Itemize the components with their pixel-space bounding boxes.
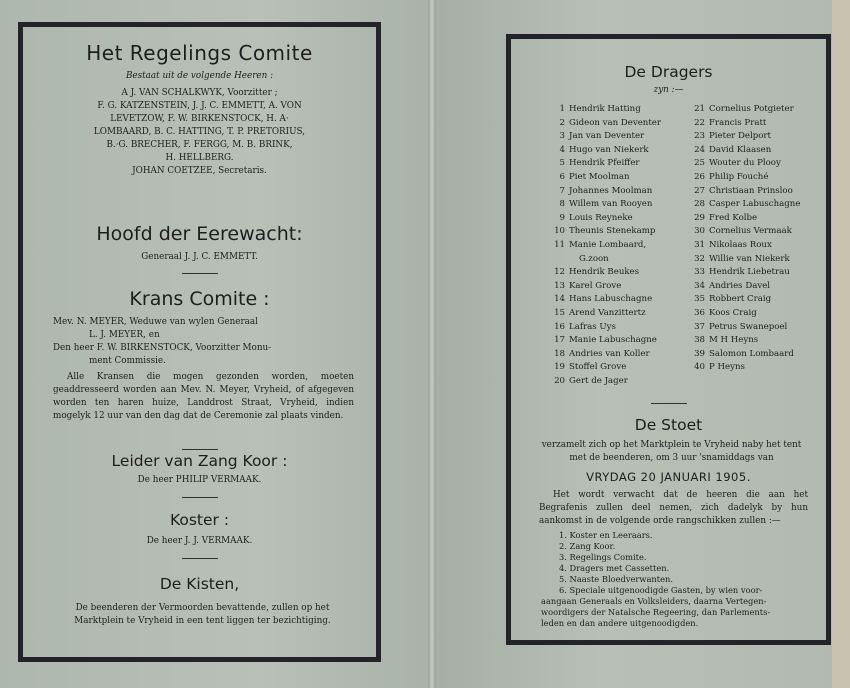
bearer-row xyxy=(689,103,794,116)
bearer-name: Wouter du Plooy xyxy=(709,158,781,169)
bearer-name: Francis Pratt xyxy=(709,117,767,128)
divider xyxy=(511,399,826,408)
bearer-row xyxy=(689,171,768,184)
bearer-number: 32 xyxy=(694,253,705,264)
bearer-name: M H Heyns xyxy=(709,335,759,346)
bearer-number: 19 xyxy=(554,362,565,373)
koster-title: Koster : xyxy=(169,511,230,529)
list-item: woordigers der Natalsche Regeering, dan Parlements- xyxy=(541,607,771,617)
bearer-row xyxy=(689,253,790,266)
comite-line: B.·G. BRECHER, F. FERGG, M. B. BRINK, xyxy=(106,140,293,150)
krans-line: Den heer F. W. BIRKENSTOCK, Voorzitter Monu- xyxy=(53,343,272,353)
bearer-name: Cornelius Vermaak xyxy=(709,226,792,237)
bearer-row xyxy=(549,266,639,279)
bearer-number: 36 xyxy=(694,308,705,318)
bearer-name: Karel Grove xyxy=(569,280,622,291)
bearer-row xyxy=(549,321,616,334)
bearer-name: David Klaasen xyxy=(709,144,772,155)
bearer-row xyxy=(689,361,745,374)
bearer-number: 17 xyxy=(554,335,565,346)
kisten-text: De beenderen der Vermoorden bevattende, zullen op het Marktplein te Vryheid in een tent liggen ter bezichtiging. xyxy=(74,603,331,626)
koor-text: De heer PHILIP VERMAAK. xyxy=(137,475,262,485)
divider xyxy=(23,554,376,563)
bearer-row xyxy=(689,239,772,252)
bearer-number: 2 xyxy=(559,117,565,128)
bearer-number: 6 xyxy=(559,172,565,182)
bearer-row xyxy=(549,253,609,266)
comite-line: LEVETZOW, F. W. BIRKENSTOCK, H. A· xyxy=(110,114,289,124)
bearer-row xyxy=(549,239,646,252)
bearer-number: 5 xyxy=(559,158,565,169)
bearer-number: 23 xyxy=(694,131,705,142)
bearer-name: Hendrik Beukes xyxy=(569,267,640,278)
bearer-name: Gert de Jager xyxy=(569,376,628,386)
bearer-name: Louis Reyneke xyxy=(569,212,633,223)
bearer-row xyxy=(689,212,757,225)
bearer-number: 14 xyxy=(554,294,565,305)
bearer-name: Salomon Lombaard xyxy=(709,348,794,359)
bearer-row xyxy=(549,280,621,293)
dragers-title: De Dragers xyxy=(624,63,713,81)
bearer-row xyxy=(549,171,630,184)
krans-line: L. J. MEYER, en xyxy=(89,330,160,340)
bearer-row xyxy=(549,348,650,361)
bearer-row xyxy=(549,361,626,374)
divider xyxy=(23,493,376,502)
comite-members xyxy=(23,87,376,178)
bearer-name: Stoffel Grove xyxy=(569,362,627,373)
list-item: 5. Naaste Bloedverwanten. xyxy=(559,574,673,584)
bearer-row xyxy=(549,225,655,238)
bearer-number: 11 xyxy=(554,240,565,250)
bearer-number: 25 xyxy=(694,158,705,169)
bearer-row xyxy=(689,117,766,130)
procession-list xyxy=(541,530,808,629)
bearer-number: 3 xyxy=(559,131,565,142)
bearer-name: Hendrik Pfeiffer xyxy=(569,158,640,169)
bearer-row xyxy=(689,280,770,293)
bearer-number: 40 xyxy=(694,362,705,373)
comite-line: H. HELLBERG. xyxy=(165,153,234,163)
bearer-name: Gideon van Deventer xyxy=(569,117,661,128)
comite-line: A J. VAN SCHALKWYK, Voorzitter ; xyxy=(121,88,278,98)
bearer-row xyxy=(549,198,652,211)
bearer-row xyxy=(549,157,640,170)
bearer-number: 35 xyxy=(694,294,705,305)
divider xyxy=(23,269,376,278)
list-item: leden en dan andere uitgenoodigden. xyxy=(541,618,699,628)
bearer-name: Jan van Deventer xyxy=(569,131,645,142)
bearer-number: 33 xyxy=(694,267,705,278)
bearer-name: Andries van Koller xyxy=(569,348,650,359)
bearer-number: 22 xyxy=(694,117,705,128)
stoet-intro: verzamelt zich op het Marktplein te Vryheid naby het tent met de beenderen, om 3 uur 'snamiddags van xyxy=(541,440,802,463)
bearer-number: 7 xyxy=(559,185,565,196)
right-border-frame xyxy=(506,34,831,645)
bearer-row xyxy=(549,293,652,306)
bearer-number: 26 xyxy=(694,172,705,182)
bearer-name: Manie Lombaard, xyxy=(569,240,647,250)
bearer-number: 20 xyxy=(554,376,565,386)
bearer-name: Piet Moolman xyxy=(569,172,630,182)
page-edge xyxy=(832,0,850,688)
krans-title: Krans Comite : xyxy=(129,288,270,310)
bearer-number: 34 xyxy=(694,280,705,291)
bearer-row xyxy=(549,130,644,143)
bearer-number: 31 xyxy=(694,240,705,250)
bearer-name: Hans Labuschagne xyxy=(569,294,653,305)
eerewacht-title: Hoofd der Eerewacht: xyxy=(96,223,303,245)
comite-line: LOMBAARD, B. C. HATTING, T. P. PRETORIUS, xyxy=(93,127,306,137)
krans-line: ment Commissie. xyxy=(89,356,166,366)
bearer-name: Cornelius Potgieter xyxy=(709,104,794,114)
bearer-number: 4 xyxy=(559,144,565,155)
bearer-name: Nikolaas Roux xyxy=(709,240,772,250)
bearer-row xyxy=(689,307,757,320)
list-item: 1. Koster en Leeraars. xyxy=(559,530,653,540)
bearer-row xyxy=(689,321,787,334)
page-fold xyxy=(428,0,436,688)
koor-title: Leider van Zang Koor : xyxy=(111,452,288,470)
list-item: 4. Dragers met Cassetten. xyxy=(559,563,670,573)
bearer-number: 29 xyxy=(694,212,705,223)
dragers-subtitle: zyn :— xyxy=(653,85,684,95)
comite-line: F. G. KATZENSTEIN, J. J. C. EMMETT, A. VON xyxy=(97,101,302,111)
bearer-row xyxy=(689,266,790,279)
bearer-name: Robbert Craig xyxy=(709,294,772,305)
bearer-row xyxy=(689,144,771,157)
bearer-row xyxy=(549,307,646,320)
bearer-name: Johannes Moolman xyxy=(569,185,653,196)
bearer-number: 30 xyxy=(694,226,705,237)
bearer-row xyxy=(549,103,641,116)
bearer-row xyxy=(689,185,793,198)
krans-line: Mev. N. MEYER, Weduwe van wylen Generaal xyxy=(53,317,258,327)
bearer-row xyxy=(689,157,781,170)
bearer-row xyxy=(549,375,628,388)
bearer-name: Manie Labuschagne xyxy=(569,335,657,346)
bearer-number: 15 xyxy=(554,308,565,318)
bearer-number: 18 xyxy=(554,348,565,359)
bearer-row xyxy=(689,348,794,361)
bearer-name: Casper Labuschagne xyxy=(709,199,801,210)
bearer-name: Hendrik Liebetrau xyxy=(709,267,790,278)
bearer-name: Hugo van Niekerk xyxy=(569,144,649,155)
comite-title: Het Regelings Comite xyxy=(86,41,313,65)
krans-members xyxy=(53,316,356,368)
bearer-number: 27 xyxy=(694,185,705,196)
bearer-row xyxy=(689,293,771,306)
bearer-row xyxy=(549,334,657,347)
koster-text: De heer J. J. VERMAAK. xyxy=(146,536,253,546)
bearer-number: 39 xyxy=(694,348,705,359)
bearer-number: 12 xyxy=(554,267,565,278)
bearer-row xyxy=(549,144,649,157)
kisten-title: De Kisten, xyxy=(159,575,240,593)
bearer-row xyxy=(549,212,633,225)
bearer-number: 1 xyxy=(559,104,565,114)
bearer-name: Koos Craig xyxy=(709,308,757,318)
bearer-name: Hendrik Hatting xyxy=(569,104,641,114)
bearer-name: Theunis Stenekamp xyxy=(569,226,656,237)
eerewacht-text: Generaal J. J. C. EMMETT. xyxy=(141,252,258,262)
bearer-name: Andries Davel xyxy=(709,280,771,291)
left-border-frame xyxy=(18,22,381,662)
bearer-number: 24 xyxy=(694,144,705,155)
krans-paragraph: Alle Kransen die mogen gezonden worden, moeten geaddresseerd worden aan Mev. N. Meyer, Vryheid, of afgegeven worden ten haren huize, Landdrost Straat, Vryheid, indien mogelyk 12 uur van den dag dat de Ceremonie zal plaats vinden. xyxy=(53,372,354,421)
bearer-name: Arend Vanzittertz xyxy=(569,308,646,318)
bearer-name: Philip Fouché xyxy=(709,172,769,182)
list-item: 2. Zang Koor. xyxy=(559,541,616,551)
bearer-name: P Heyns xyxy=(709,362,745,373)
bearer-number: 38 xyxy=(694,335,705,346)
list-item: aangaan Generaals en Volksleiders, daarna Vertegen- xyxy=(541,596,767,606)
stoet-paragraph: Het wordt verwacht dat de heeren die aan het Begrafenis zullen deel nemen, zich dadelyk by hun aankomst in de volgende orde rangschikken zullen :— xyxy=(539,490,808,526)
list-item: 3. Regelings Comite. xyxy=(559,552,647,562)
bearer-number: 9 xyxy=(559,212,565,223)
stoet-title: De Stoet xyxy=(634,416,703,434)
bearer-row xyxy=(689,198,800,211)
comite-secretary: JOHAN COETZEE, Secretaris. xyxy=(132,166,267,176)
bearer-name: Fred Kolbe xyxy=(709,212,758,223)
bearer-number: 21 xyxy=(694,104,705,114)
bearer-number: 10 xyxy=(554,226,565,237)
bearer-name: Pieter Delport xyxy=(709,131,771,142)
bearer-name: Lafras Uys xyxy=(569,321,616,332)
bearer-row xyxy=(689,225,792,238)
bearer-row xyxy=(549,185,652,198)
bearer-name: Willem van Rooyen xyxy=(569,199,653,210)
bearer-name: Petrus Swanepoel xyxy=(709,321,788,332)
bearer-row xyxy=(689,334,758,347)
bearer-number: 16 xyxy=(554,321,565,332)
bearer-number: 8 xyxy=(559,199,565,210)
bearer-number: 37 xyxy=(694,321,705,332)
stoet-date: VRYDAG 20 JANUARI 1905. xyxy=(586,470,751,484)
bearer-name: Willie van Niekerk xyxy=(709,253,790,264)
bearer-number: 13 xyxy=(554,280,565,291)
bearer-number: 28 xyxy=(694,199,705,210)
list-item: 6. Speciale uitgenoodigde Gasten, by wien voor- xyxy=(559,585,763,595)
bearer-name: G.zoon xyxy=(579,253,609,264)
bearer-name: Christiaan Prinsloo xyxy=(709,185,793,196)
comite-subtitle: Bestaat uit de volgende Heeren : xyxy=(125,71,274,81)
bearer-row xyxy=(549,117,661,130)
bearer-row xyxy=(689,130,771,143)
